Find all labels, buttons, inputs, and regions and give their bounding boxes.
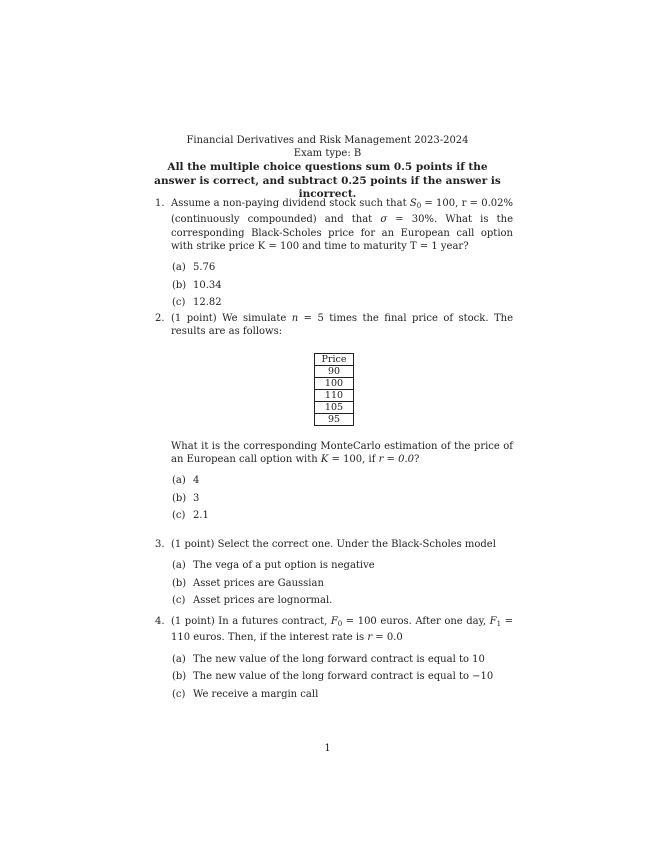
text-run: = 5 times the final price of stock. The results are as follows: bbox=[171, 313, 513, 338]
price-cell: 110 bbox=[315, 389, 354, 401]
price-cell: 105 bbox=[315, 401, 354, 413]
math-symbol: 0.0 bbox=[398, 453, 415, 465]
math-symbol: K bbox=[320, 453, 329, 465]
text-run: = 0.0 bbox=[372, 632, 403, 644]
text-run: (1 point) We simulate bbox=[171, 313, 292, 324]
option-b bbox=[172, 670, 513, 688]
option-label: (c) bbox=[172, 297, 186, 309]
option-label: (b) bbox=[172, 671, 187, 683]
option-c bbox=[172, 594, 513, 612]
option-label: (a) bbox=[172, 262, 186, 274]
text-run: = 100 euros. After one day, bbox=[342, 616, 490, 627]
option-text: 4 bbox=[193, 475, 200, 487]
option-a bbox=[172, 653, 513, 671]
question-1 bbox=[155, 197, 513, 314]
option-label: (b) bbox=[172, 577, 187, 589]
option-label: (c) bbox=[172, 595, 186, 607]
page-number: 1 bbox=[324, 743, 331, 754]
option-a bbox=[172, 474, 513, 492]
question-text bbox=[171, 615, 513, 645]
math-symbol: n bbox=[291, 313, 299, 324]
math-symbol: F bbox=[330, 616, 338, 627]
options-list bbox=[172, 474, 513, 527]
option-text: The new value of the long forward contract is equal to 10 bbox=[193, 653, 485, 665]
exam-header bbox=[0, 135, 655, 202]
option-a bbox=[172, 261, 513, 279]
scoring-notice bbox=[153, 161, 503, 202]
question-number: 3. bbox=[155, 539, 165, 550]
text-run: Assume a non-paying dividend stock such that bbox=[171, 198, 410, 209]
option-label: (a) bbox=[172, 653, 186, 665]
text-run: ? bbox=[414, 453, 420, 465]
course-title: Financial Derivatives and Risk Management 2023-2024 bbox=[186, 135, 469, 146]
option-text: 12.82 bbox=[193, 297, 222, 309]
option-c bbox=[172, 509, 513, 527]
price-cell: 95 bbox=[315, 413, 354, 425]
option-label: (c) bbox=[172, 510, 186, 522]
math-subscript: 0 bbox=[337, 620, 343, 628]
question-text bbox=[171, 312, 513, 339]
math-symbol: r bbox=[378, 453, 384, 465]
question-followup-text bbox=[171, 440, 513, 467]
price-table-header: Price bbox=[315, 353, 354, 365]
math-symbol: S bbox=[409, 198, 417, 209]
option-label: (a) bbox=[172, 560, 186, 572]
option-label: (c) bbox=[172, 688, 186, 700]
text-run: = 110 euros. Then, if the interest rate is bbox=[171, 616, 513, 644]
text-run: (1 point) In a futures contract, bbox=[171, 616, 331, 627]
option-text: We receive a margin call bbox=[193, 688, 319, 700]
text-run: = 30%. What is the corresponding Black-Scholes price for an European call option with strike price K = 100 and time to maturity T = 1 year? bbox=[171, 214, 513, 252]
math-symbol: r bbox=[367, 632, 373, 644]
option-label: (a) bbox=[172, 475, 186, 487]
option-c bbox=[172, 688, 513, 706]
question-text: (1 point) Select the correct one. Under the Black-Scholes model bbox=[171, 539, 496, 550]
option-label: (b) bbox=[172, 492, 187, 504]
option-text: Asset prices are lognormal. bbox=[193, 595, 333, 607]
option-text: 10.34 bbox=[193, 279, 222, 291]
question-2 bbox=[155, 312, 513, 527]
options-list bbox=[172, 261, 513, 314]
question-number: 1. bbox=[155, 198, 165, 209]
math-symbol: F bbox=[489, 616, 497, 627]
scoring-notice-text: All the multiple choice questions sum 0.5 points if the answer is correct, and subtract 0.25 points if the answer is incorrect. bbox=[154, 161, 501, 200]
price-table bbox=[314, 353, 354, 426]
question-text bbox=[171, 197, 513, 253]
math-subscript: 0 bbox=[416, 202, 422, 210]
price-cell: 90 bbox=[315, 365, 354, 377]
exam-type: Exam type: B bbox=[293, 147, 362, 159]
price-cell: 100 bbox=[315, 377, 354, 389]
option-text: Asset prices are Gaussian bbox=[193, 577, 324, 589]
option-text: 5.76 bbox=[193, 262, 216, 274]
options-list bbox=[172, 559, 513, 612]
option-label: (b) bbox=[172, 279, 187, 291]
option-b bbox=[172, 577, 513, 595]
options-list bbox=[172, 653, 513, 706]
option-text: The vega of a put option is negative bbox=[193, 560, 375, 572]
question-4 bbox=[155, 615, 513, 705]
text-run: What it is the corresponding MonteCarlo estimation of the price of an European call option with bbox=[171, 440, 513, 465]
option-b bbox=[172, 492, 513, 510]
option-b bbox=[172, 279, 513, 297]
math-symbol: σ bbox=[380, 214, 388, 226]
question-number: 4. bbox=[155, 616, 165, 627]
question-3 bbox=[155, 538, 513, 612]
option-text: 2.1 bbox=[193, 510, 209, 522]
option-text: 3 bbox=[193, 492, 200, 504]
text-run: = bbox=[383, 453, 399, 465]
text-run: = 100, r = 0.02% (continuously compounded) and that bbox=[171, 198, 513, 226]
option-a bbox=[172, 559, 513, 577]
option-text: The new value of the long forward contract is equal to −10 bbox=[193, 671, 494, 683]
text-run: = 100, if bbox=[328, 453, 379, 465]
math-subscript: 1 bbox=[496, 620, 502, 628]
question-number: 2. bbox=[155, 313, 165, 324]
